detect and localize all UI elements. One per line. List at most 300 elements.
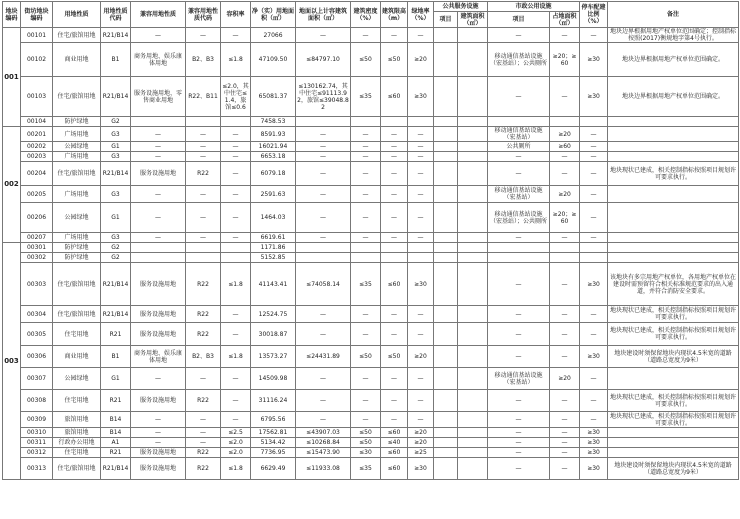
cell-green: — (408, 412, 434, 428)
cell-mu-area (550, 253, 580, 263)
cell-land-use-code: R21/B14 (101, 77, 131, 117)
table-row (3, 253, 739, 263)
cell-green: — (408, 203, 434, 233)
cell-mu-item: — (488, 438, 550, 448)
table-row (3, 412, 739, 428)
cell-mu-item: 移动通信基站设施（宏基站） (488, 368, 550, 390)
zone-code: 001 (3, 28, 21, 127)
cell-sub-code: 00313 (21, 458, 53, 480)
header-municipal: 市政公用设施 (488, 2, 580, 12)
cell-compatible-code: — (186, 412, 221, 428)
cell-compatible-use: — (131, 368, 186, 390)
cell-far: — (221, 233, 251, 243)
table-row (3, 142, 739, 152)
table-row (3, 263, 739, 306)
cell-parking: ≥30 (580, 438, 608, 448)
cell-green: ≥30 (408, 458, 434, 480)
cell-density: ≤50 (351, 438, 381, 448)
cell-ps-area (458, 43, 488, 77)
cell-mu-item: — (488, 390, 550, 412)
table-row (3, 243, 739, 253)
cell-density (351, 117, 381, 127)
cell-ps-item (434, 412, 458, 428)
cell-area: 16021.94 (251, 142, 296, 152)
cell-land-use-code: R21/B14 (101, 28, 131, 43)
cell-above-gfa: ≤43907.03 (296, 428, 351, 438)
cell-height (381, 243, 408, 253)
cell-area: 6619.61 (251, 233, 296, 243)
cell-remark (608, 152, 739, 162)
cell-green: — (408, 306, 434, 323)
cell-land-use-code: R21/B14 (101, 458, 131, 480)
table-row (3, 458, 739, 480)
header-land-use: 用地性质 (53, 2, 101, 28)
cell-area: 47109.50 (251, 43, 296, 77)
cell-density: ≤35 (351, 263, 381, 306)
cell-compatible-use: 服务设施用地 (131, 323, 186, 346)
cell-far (221, 243, 251, 253)
cell-ps-item (434, 233, 458, 243)
cell-compatible-code: — (186, 368, 221, 390)
cell-far: ≤1.8 (221, 346, 251, 368)
cell-parking: — (580, 306, 608, 323)
cell-far: — (221, 306, 251, 323)
cell-land-use: 旅馆用地 (53, 412, 101, 428)
cell-height (381, 117, 408, 127)
cell-density: — (351, 28, 381, 43)
header-public-service: 公共服务设施 (434, 2, 488, 12)
cell-parking: ≥30 (580, 77, 608, 117)
cell-green: — (408, 186, 434, 203)
cell-density: — (351, 152, 381, 162)
cell-area: 14509.98 (251, 368, 296, 390)
cell-mu-area: — (550, 390, 580, 412)
cell-above-gfa: ≤11933.08 (296, 458, 351, 480)
cell-parking (580, 117, 608, 127)
cell-area: 1171.86 (251, 243, 296, 253)
cell-land-use-code: R21 (101, 448, 131, 458)
cell-height: — (381, 306, 408, 323)
table-row (3, 43, 739, 77)
cell-sub-code: 00206 (21, 203, 53, 233)
cell-land-use: 住宅用地 (53, 390, 101, 412)
cell-above-gfa: — (296, 28, 351, 43)
cell-mu-item: — (488, 77, 550, 117)
zone-code: 003 (3, 243, 21, 480)
cell-compatible-use: — (131, 203, 186, 233)
cell-mu-item: — (488, 458, 550, 480)
header-land-use-code: 用地性质代码 (101, 2, 131, 28)
cell-height: — (381, 152, 408, 162)
cell-mu-item: — (488, 28, 550, 43)
cell-height: — (381, 390, 408, 412)
cell-land-use: 住宅/旅馆用地 (53, 77, 101, 117)
cell-land-use: 广场用地 (53, 186, 101, 203)
cell-land-use: 防护绿地 (53, 243, 101, 253)
cell-area: 7736.95 (251, 448, 296, 458)
cell-green: — (408, 28, 434, 43)
cell-ps-item (434, 253, 458, 263)
cell-mu-area: — (550, 428, 580, 438)
cell-parking: ≥30 (580, 43, 608, 77)
cell-sub-code: 00306 (21, 346, 53, 368)
cell-ps-area (458, 448, 488, 458)
cell-far: — (221, 390, 251, 412)
cell-land-use-code: R21 (101, 323, 131, 346)
header-block-code: 地块编码 (3, 2, 21, 28)
header-parking: 停车配建比例（%） (580, 2, 608, 28)
cell-land-use-code: G3 (101, 127, 131, 142)
cell-mu-area: — (550, 306, 580, 323)
cell-height: — (381, 127, 408, 142)
cell-compatible-code: — (186, 152, 221, 162)
cell-above-gfa: — (296, 127, 351, 142)
cell-mu-area: — (550, 152, 580, 162)
cell-parking: — (580, 412, 608, 428)
table-row (3, 368, 739, 390)
cell-ps-item (434, 127, 458, 142)
cell-mu-area: ≥20 (550, 186, 580, 203)
cell-compatible-code: B2、B3 (186, 43, 221, 77)
cell-land-use-code: G3 (101, 186, 131, 203)
cell-compatible-code: R22 (186, 390, 221, 412)
cell-compatible-use: 服务设施用地 (131, 306, 186, 323)
cell-above-gfa: — (296, 233, 351, 243)
cell-green: ≥25 (408, 448, 434, 458)
cell-green: ≥30 (408, 263, 434, 306)
cell-mu-area: — (550, 233, 580, 243)
cell-land-use: 公园绿地 (53, 203, 101, 233)
cell-mu-item: — (488, 233, 550, 243)
cell-compatible-use: — (131, 412, 186, 428)
cell-parking: — (580, 28, 608, 43)
cell-compatible-use: 服务设施用地 (131, 263, 186, 306)
cell-mu-area: — (550, 412, 580, 428)
cell-height: — (381, 233, 408, 243)
cell-compatible-code: — (186, 438, 221, 448)
cell-density: — (351, 323, 381, 346)
cell-far: ≤1.8 (221, 43, 251, 77)
cell-ps-area (458, 186, 488, 203)
cell-green: ≥20 (408, 428, 434, 438)
table-row (3, 323, 739, 346)
cell-area: 2591.63 (251, 186, 296, 203)
header-mu-item: 项目 (488, 12, 550, 28)
cell-ps-area (458, 346, 488, 368)
cell-above-gfa: ≤74058.14 (296, 263, 351, 306)
cell-ps-item (434, 263, 458, 306)
cell-far: — (221, 142, 251, 152)
cell-far: ≤2.0 (221, 438, 251, 448)
cell-compatible-use (131, 117, 186, 127)
cell-parking: — (580, 233, 608, 243)
cell-ps-area (458, 368, 488, 390)
cell-above-gfa (296, 253, 351, 263)
cell-density: ≤50 (351, 428, 381, 438)
cell-land-use: 广场用地 (53, 152, 101, 162)
cell-green: ≥30 (408, 77, 434, 117)
cell-above-gfa (296, 117, 351, 127)
cell-land-use-code: B14 (101, 412, 131, 428)
cell-height: — (381, 368, 408, 390)
cell-area: 65081.37 (251, 77, 296, 117)
cell-height: ≤60 (381, 77, 408, 117)
cell-land-use-code: G1 (101, 203, 131, 233)
cell-compatible-code (186, 117, 221, 127)
cell-land-use: 住宅/旅馆用地 (53, 458, 101, 480)
cell-above-gfa: — (296, 162, 351, 186)
cell-land-use-code: G2 (101, 243, 131, 253)
cell-land-use-code: R21 (101, 390, 131, 412)
cell-density: ≤35 (351, 458, 381, 480)
table-row (3, 438, 739, 448)
cell-mu-item: — (488, 263, 550, 306)
cell-land-use-code: R21/B14 (101, 162, 131, 186)
cell-compatible-use (131, 243, 186, 253)
header-compatible-code: 兼容用地性质代码 (186, 2, 221, 28)
cell-compatible-code: — (186, 233, 221, 243)
cell-density: — (351, 306, 381, 323)
cell-sub-code: 00301 (21, 243, 53, 253)
cell-remark: 地块边界根据用地产权单位范围确定。 (608, 43, 739, 77)
cell-land-use: 商业用地 (53, 346, 101, 368)
cell-ps-item (434, 438, 458, 448)
cell-mu-area: — (550, 162, 580, 186)
cell-ps-item (434, 152, 458, 162)
cell-parking: ≥30 (580, 448, 608, 458)
table-row (3, 448, 739, 458)
cell-ps-item (434, 306, 458, 323)
cell-sub-code: 00205 (21, 186, 53, 203)
cell-far (221, 117, 251, 127)
cell-green: — (408, 323, 434, 346)
cell-ps-item (434, 142, 458, 152)
cell-green (408, 117, 434, 127)
cell-area: 8591.93 (251, 127, 296, 142)
cell-remark: 地块现状已建成，相关控制指标按照项目规划许可要求执行。 (608, 162, 739, 186)
cell-above-gfa: — (296, 412, 351, 428)
cell-green: — (408, 142, 434, 152)
cell-far (221, 253, 251, 263)
cell-density: — (351, 142, 381, 152)
cell-area: 7458.53 (251, 117, 296, 127)
cell-remark: 地块边界根据用地产权单位范围确定；控制指标按照(2017)衡规地字第4号执行。 (608, 28, 739, 43)
cell-compatible-use: — (131, 28, 186, 43)
cell-green: — (408, 162, 434, 186)
cell-mu-item: — (488, 412, 550, 428)
table-row (3, 390, 739, 412)
cell-green: — (408, 233, 434, 243)
cell-density (351, 253, 381, 263)
cell-land-use: 商业用地 (53, 43, 101, 77)
cell-mu-area (550, 243, 580, 253)
cell-land-use-code: B1 (101, 43, 131, 77)
cell-land-use: 广场用地 (53, 233, 101, 243)
cell-compatible-use: — (131, 186, 186, 203)
table-row (3, 127, 739, 142)
cell-mu-area: ≥20；≥60 (550, 43, 580, 77)
cell-compatible-use: — (131, 428, 186, 438)
cell-green: ≥20 (408, 43, 434, 77)
cell-remark (608, 117, 739, 127)
cell-compatible-code: R22 (186, 323, 221, 346)
cell-remark (608, 186, 739, 203)
cell-ps-item (434, 162, 458, 186)
cell-above-gfa: — (296, 390, 351, 412)
cell-ps-area (458, 428, 488, 438)
cell-ps-item (434, 117, 458, 127)
cell-land-use-code: B1 (101, 346, 131, 368)
cell-land-use: 广场用地 (53, 127, 101, 142)
cell-land-use-code: G2 (101, 117, 131, 127)
cell-sub-code: 00201 (21, 127, 53, 142)
cell-above-gfa: ≤10268.84 (296, 438, 351, 448)
cell-ps-item (434, 186, 458, 203)
cell-compatible-use: 服务设施用地 (131, 448, 186, 458)
cell-height: — (381, 203, 408, 233)
cell-sub-code: 00202 (21, 142, 53, 152)
cell-mu-item: — (488, 152, 550, 162)
header-remark: 备注 (608, 2, 739, 28)
cell-remark: 地块现状已建成，相关控制指标按照项目规划许可要求执行。 (608, 390, 739, 412)
cell-compatible-use: — (131, 152, 186, 162)
cell-density: — (351, 186, 381, 203)
cell-ps-item (434, 346, 458, 368)
cell-ps-area (458, 412, 488, 428)
cell-parking (580, 253, 608, 263)
cell-remark (608, 243, 739, 253)
cell-above-gfa: — (296, 203, 351, 233)
cell-compatible-use: — (131, 142, 186, 152)
cell-mu-area: ≥20 (550, 368, 580, 390)
cell-ps-item (434, 458, 458, 480)
cell-mu-area: — (550, 448, 580, 458)
cell-far: — (221, 203, 251, 233)
cell-mu-area: — (550, 28, 580, 43)
cell-far: ≤2.0，其中住宅≤1.4，旅馆≤0.6 (221, 77, 251, 117)
cell-land-use: 公园绿地 (53, 368, 101, 390)
cell-green: — (408, 390, 434, 412)
cell-height (381, 253, 408, 263)
cell-land-use: 公园绿地 (53, 142, 101, 152)
cell-ps-item (434, 428, 458, 438)
cell-ps-item (434, 323, 458, 346)
header-far: 容积率 (221, 2, 251, 28)
cell-compatible-use: — (131, 127, 186, 142)
cell-far: — (221, 152, 251, 162)
header-above-gfa: 地面以上计容建筑面积（㎡） (296, 2, 351, 28)
cell-far: — (221, 186, 251, 203)
cell-above-gfa: ≤84797.10 (296, 43, 351, 77)
cell-compatible-code: — (186, 186, 221, 203)
cell-compatible-code: — (186, 203, 221, 233)
cell-green: — (408, 368, 434, 390)
cell-parking: ≥30 (580, 458, 608, 480)
cell-area: 41143.41 (251, 263, 296, 306)
cell-remark: 该地块有多宗用地产权单位，各用地产权单位在建设时需预留符合相关标准规范要求的出入通道，并符合消防安全要求。 (608, 263, 739, 306)
cell-height: ≤40 (381, 438, 408, 448)
cell-ps-item (434, 77, 458, 117)
cell-ps-item (434, 28, 458, 43)
cell-compatible-code: R22 (186, 448, 221, 458)
cell-mu-item (488, 117, 550, 127)
cell-parking: ≥30 (580, 428, 608, 438)
table-row (3, 152, 739, 162)
cell-height: — (381, 186, 408, 203)
cell-parking: — (580, 390, 608, 412)
cell-remark (608, 203, 739, 233)
cell-area: 6795.56 (251, 412, 296, 428)
cell-sub-code: 00312 (21, 448, 53, 458)
cell-far: ≤2.5 (221, 428, 251, 438)
cell-parking: ≥30 (580, 263, 608, 306)
cell-land-use-code: R21/B14 (101, 263, 131, 306)
cell-area: 1464.03 (251, 203, 296, 233)
cell-ps-area (458, 323, 488, 346)
cell-above-gfa (296, 243, 351, 253)
cell-sub-code: 00101 (21, 28, 53, 43)
cell-remark (608, 233, 739, 243)
cell-remark (608, 448, 739, 458)
cell-mu-item: — (488, 428, 550, 438)
cell-sub-code: 00310 (21, 428, 53, 438)
cell-parking: ≥30 (580, 346, 608, 368)
cell-density (351, 243, 381, 253)
cell-height: ≤50 (381, 346, 408, 368)
cell-parking (580, 243, 608, 253)
cell-sub-code: 00305 (21, 323, 53, 346)
cell-height: ≤50 (381, 43, 408, 77)
cell-mu-area: ≥20；≥60 (550, 203, 580, 233)
cell-area: 5152.85 (251, 253, 296, 263)
cell-land-use-code: A1 (101, 438, 131, 448)
cell-mu-area: ≥60 (550, 142, 580, 152)
cell-compatible-use (131, 253, 186, 263)
cell-density: — (351, 127, 381, 142)
cell-mu-item: 移动通信基站设施（宏基站） (488, 186, 550, 203)
cell-ps-area (458, 438, 488, 448)
cell-mu-area: — (550, 458, 580, 480)
cell-mu-area (550, 117, 580, 127)
cell-parking: — (580, 162, 608, 186)
cell-far: ≤2.0 (221, 448, 251, 458)
header-density: 建筑密度（%） (351, 2, 381, 28)
cell-land-use-code: G3 (101, 152, 131, 162)
cell-area: 27066 (251, 28, 296, 43)
table-row (3, 203, 739, 233)
cell-density: — (351, 412, 381, 428)
cell-land-use-code: R21/B14 (101, 306, 131, 323)
cell-land-use: 住宅/旅馆用地 (53, 306, 101, 323)
cell-remark (608, 253, 739, 263)
cell-above-gfa: — (296, 152, 351, 162)
header-height: 建筑限高（m） (381, 2, 408, 28)
cell-above-gfa: — (296, 142, 351, 152)
cell-ps-area (458, 203, 488, 233)
cell-far: — (221, 127, 251, 142)
cell-remark: 地块建设时须保留地块内现状4.5米宽的道路（道路总宽度为9米） (608, 458, 739, 480)
cell-density: — (351, 162, 381, 186)
cell-mu-item (488, 253, 550, 263)
cell-parking: — (580, 203, 608, 233)
cell-parking: — (580, 142, 608, 152)
cell-compatible-code: R22 (186, 306, 221, 323)
cell-green (408, 253, 434, 263)
table-row (3, 346, 739, 368)
cell-height: ≤60 (381, 428, 408, 438)
cell-mu-item: — (488, 346, 550, 368)
cell-sub-code: 00203 (21, 152, 53, 162)
